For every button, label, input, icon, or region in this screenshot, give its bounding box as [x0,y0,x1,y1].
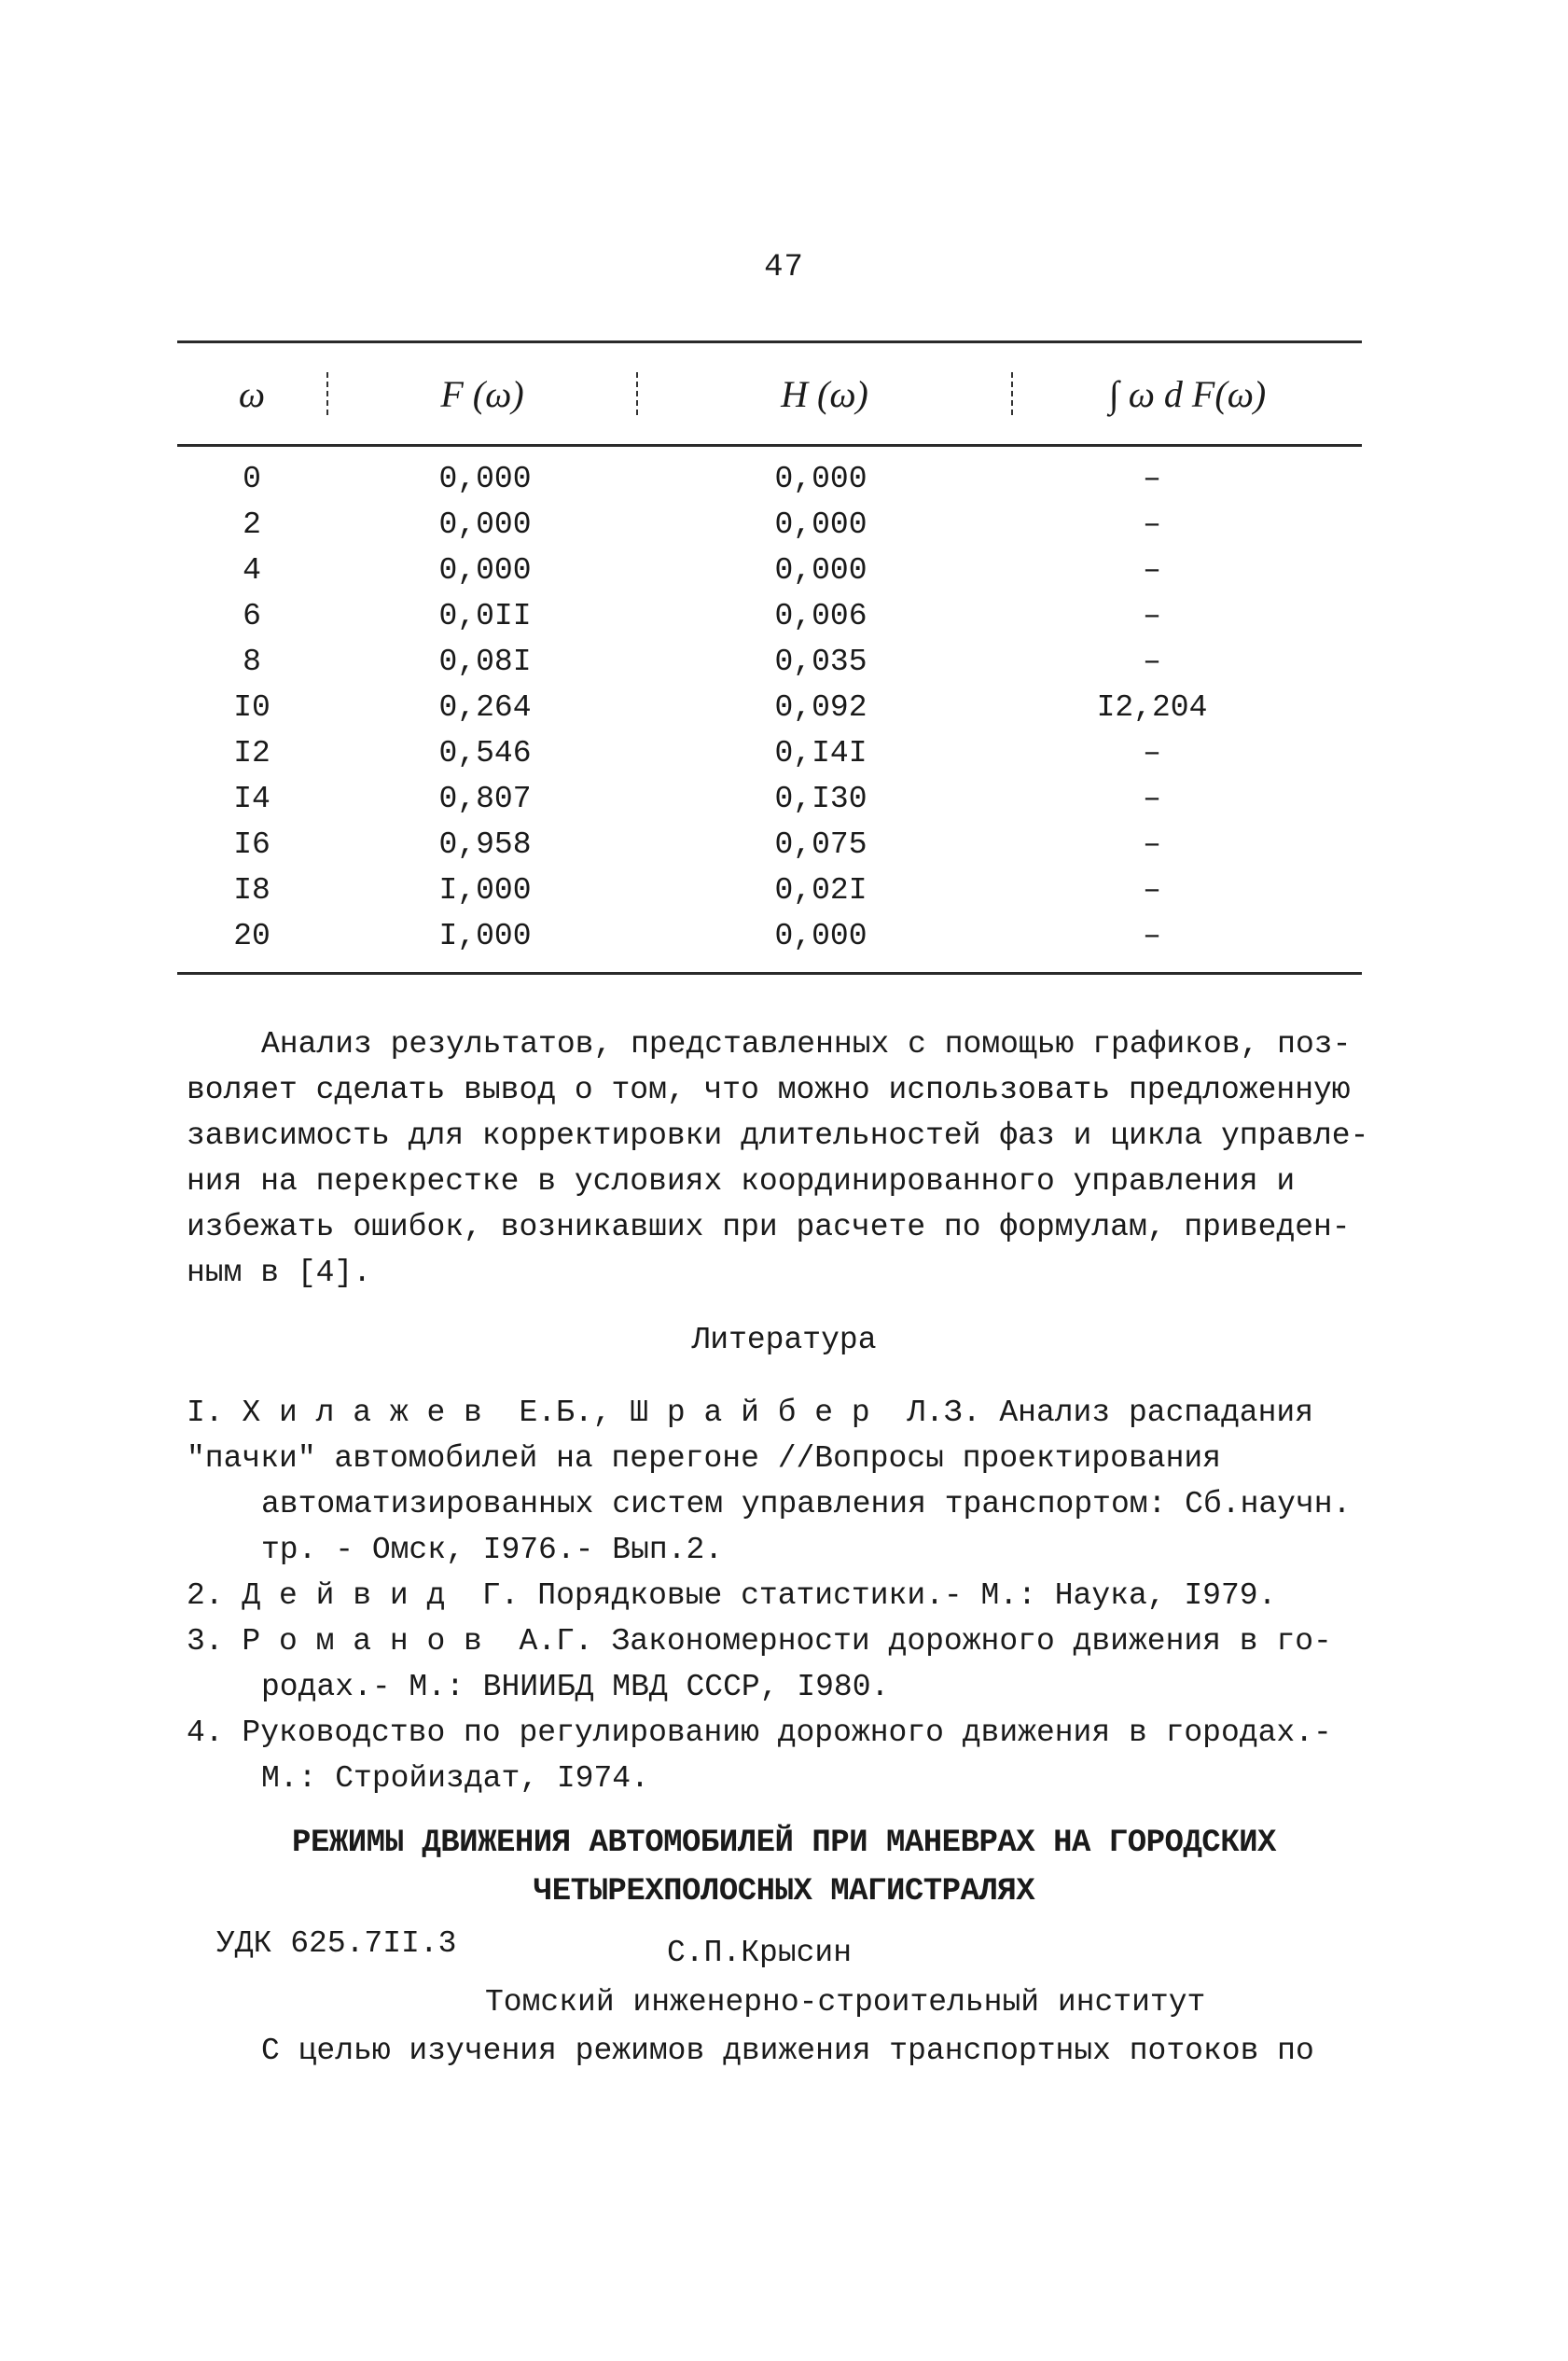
article-author: С.П.Крысин [667,1936,853,1970]
cell-f: 0,264 [438,690,532,725]
cell-integral: – [1143,553,1161,588]
cell-h: 0,I4I [774,736,867,771]
cell-f: 0,08I [438,645,532,679]
cell-f: I,000 [438,919,532,953]
reference-item: 3. Р о м а н о в А.Г. Закономерности дорожного движения в го- [187,1624,1332,1659]
header-f-omega: F (ω) [440,372,524,415]
header-omega: ω [238,372,266,415]
cell-h: 0,000 [774,919,867,953]
article-title [0,1819,1568,1916]
literature-heading: Литература [691,1323,877,1357]
cell-omega: 4 [243,553,261,588]
cell-integral: – [1143,507,1161,542]
cell-integral: – [1143,645,1161,679]
cell-integral: – [1143,782,1161,816]
cell-omega: I8 [233,873,271,908]
cell-f: 0,807 [438,782,532,816]
table-bottom-rule [177,972,1362,975]
paragraph-line: Анализ результатов, представленных с помощью графиков, поз- [261,1027,1352,1062]
cell-omega: I0 [233,690,271,725]
cell-h: 0,035 [774,645,867,679]
cell-omega: 8 [243,645,261,679]
table-row [177,776,1362,822]
cell-omega: I6 [233,827,271,862]
cell-omega: 6 [243,599,261,633]
header-h-omega: H (ω) [781,372,868,415]
article-title-line: ЧЕТЫРЕХПОЛОСНЫХ МАГИСТРАЛЯХ [533,1874,1035,1910]
cell-h: 0,006 [774,599,867,633]
table-row [177,822,1362,868]
reference-item: I. Х и л а ж е в Е.Б., Ш р а й б е р Л.З. Анализ распадания [187,1396,1313,1430]
cell-h: 0,000 [774,553,867,588]
paragraph-line: воляет сделать вывод о том, что можно использовать предложенную [187,1073,1351,1107]
reference-item: 2. Д е й в и д Г. Порядковые статистики.- М.: Наука, I979. [187,1578,1277,1613]
cell-h: 0,092 [774,690,867,725]
cell-f: 0,958 [438,827,532,862]
cell-omega: I2 [233,736,271,771]
cell-omega: 2 [243,507,261,542]
cell-integral: – [1143,919,1161,953]
table-row [177,548,1362,593]
reference-continuation: автоматизированных систем управления транспортом: Сб.научн. [261,1487,1352,1521]
cell-h: 0,I30 [774,782,867,816]
reference-item: 4. Руководство по регулированию дорожного движения в городах.- [187,1715,1332,1750]
cell-h: 0,02I [774,873,867,908]
table-row [177,913,1362,959]
reference-continuation: тр. - Омск, I976.- Вып.2. [261,1533,724,1567]
paragraph-line: зависимость для корректировки длительностей фаз и цикла управле- [187,1118,1369,1153]
paragraph-line: ным в [4]. [187,1256,372,1290]
cell-h: 0,000 [774,507,867,542]
reference-continuation: "пачки" автомобилей на перегоне //Вопросы проектирования [187,1441,1221,1476]
table-header-row [177,343,1362,444]
cell-f: 0,0II [438,599,532,633]
table-row [177,868,1362,913]
page-number: 47 [764,250,804,285]
udk-code: УДК 625.7II.3 [216,1926,457,1961]
table-body [177,447,1362,972]
table-row [177,730,1362,776]
cell-f: 0,000 [438,462,532,496]
table-row [177,502,1362,548]
reference-list [187,1390,1390,1801]
cell-h: 0,075 [774,827,867,862]
cell-integral: – [1143,599,1161,633]
cell-f: 0,546 [438,736,532,771]
cell-integral: I2,204 [1096,690,1208,725]
table-row [177,685,1362,730]
cell-f: 0,000 [438,507,532,542]
cell-integral: – [1143,827,1161,862]
data-table [177,340,1362,975]
author-institute: Томский инженерно-строительный институт [485,1985,1206,2020]
cell-omega: I4 [233,782,271,816]
cell-integral: – [1143,736,1161,771]
table-row [177,593,1362,639]
table-row [177,639,1362,685]
reference-continuation: М.: Стройиздат, I974. [261,1761,649,1796]
reference-continuation: родах.- М.: ВНИИБД МВД СССР, I980. [261,1670,890,1704]
header-integral: ∫ ω d F(ω) [1108,372,1267,415]
analysis-paragraph [187,1021,1390,1296]
paragraph-line: ния на перекрестке в условиях координированного управления и [187,1164,1296,1199]
cell-h: 0,000 [774,462,867,496]
table-row [177,456,1362,502]
cell-integral: – [1143,873,1161,908]
cell-omega: 20 [233,919,271,953]
cell-f: I,000 [438,873,532,908]
cell-integral: – [1143,462,1161,496]
article-first-line: С целью изучения режимов движения транспортных потоков по [261,2034,1314,2068]
cell-f: 0,000 [438,553,532,588]
cell-omega: 0 [243,462,261,496]
paragraph-line: избежать ошибок, возникавших при расчете по формулам, приведен- [187,1210,1351,1244]
article-title-line: РЕЖИМЫ ДВИЖЕНИЯ АВТОМОБИЛЕЙ ПРИ МАНЕВРАХ НА ГОРОДСКИХ [292,1826,1276,1861]
